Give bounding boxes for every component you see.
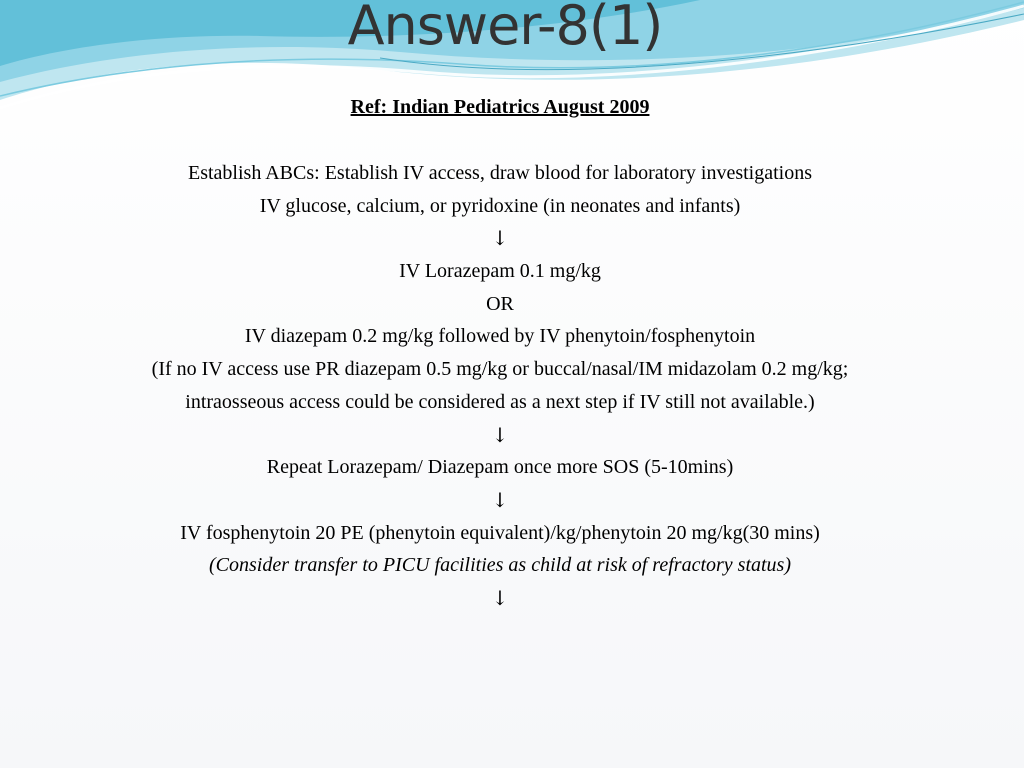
reference-citation: Ref: Indian Pediatrics August 2009 bbox=[350, 96, 650, 118]
flow-arrow-icon: ↓ bbox=[491, 226, 509, 251]
flow-arrow-icon: ↓ bbox=[491, 585, 509, 610]
protocol-flowchart-text bbox=[0, 157, 1000, 615]
protocol-line: IV diazepam 0.2 mg/kg followed by IV phenytoin/fosphenytoin bbox=[244, 325, 756, 348]
protocol-line: OR bbox=[486, 292, 514, 315]
slide-title: Answer-8(1) bbox=[347, 0, 663, 57]
protocol-line: Repeat Lorazepam/ Diazepam once more SOS (5-10mins) bbox=[266, 456, 734, 479]
protocol-line: intraosseous access could be considered as a next step if IV still not available.) bbox=[185, 390, 815, 413]
protocol-line: Establish ABCs: Establish IV access, draw blood for laboratory investigations bbox=[188, 162, 812, 184]
protocol-line: IV fosphenytoin 20 PE (phenytoin equivalent)/kg/phenytoin 20 mg/kg(30 mins) bbox=[180, 521, 820, 544]
protocol-line: IV Lorazepam 0.1 mg/kg bbox=[399, 260, 601, 283]
protocol-line: IV glucose, calcium, or pyridoxine (in neonates and infants) bbox=[259, 194, 741, 217]
flow-arrow-icon: ↓ bbox=[491, 422, 509, 447]
flow-arrow-icon: ↓ bbox=[491, 487, 509, 512]
protocol-line: (If no IV access use PR diazepam 0.5 mg/kg or buccal/nasal/IM midazolam 0.2 mg/kg; bbox=[151, 358, 849, 381]
protocol-line: (Consider transfer to PICU facilities as child at risk of refractory status) bbox=[208, 554, 791, 577]
